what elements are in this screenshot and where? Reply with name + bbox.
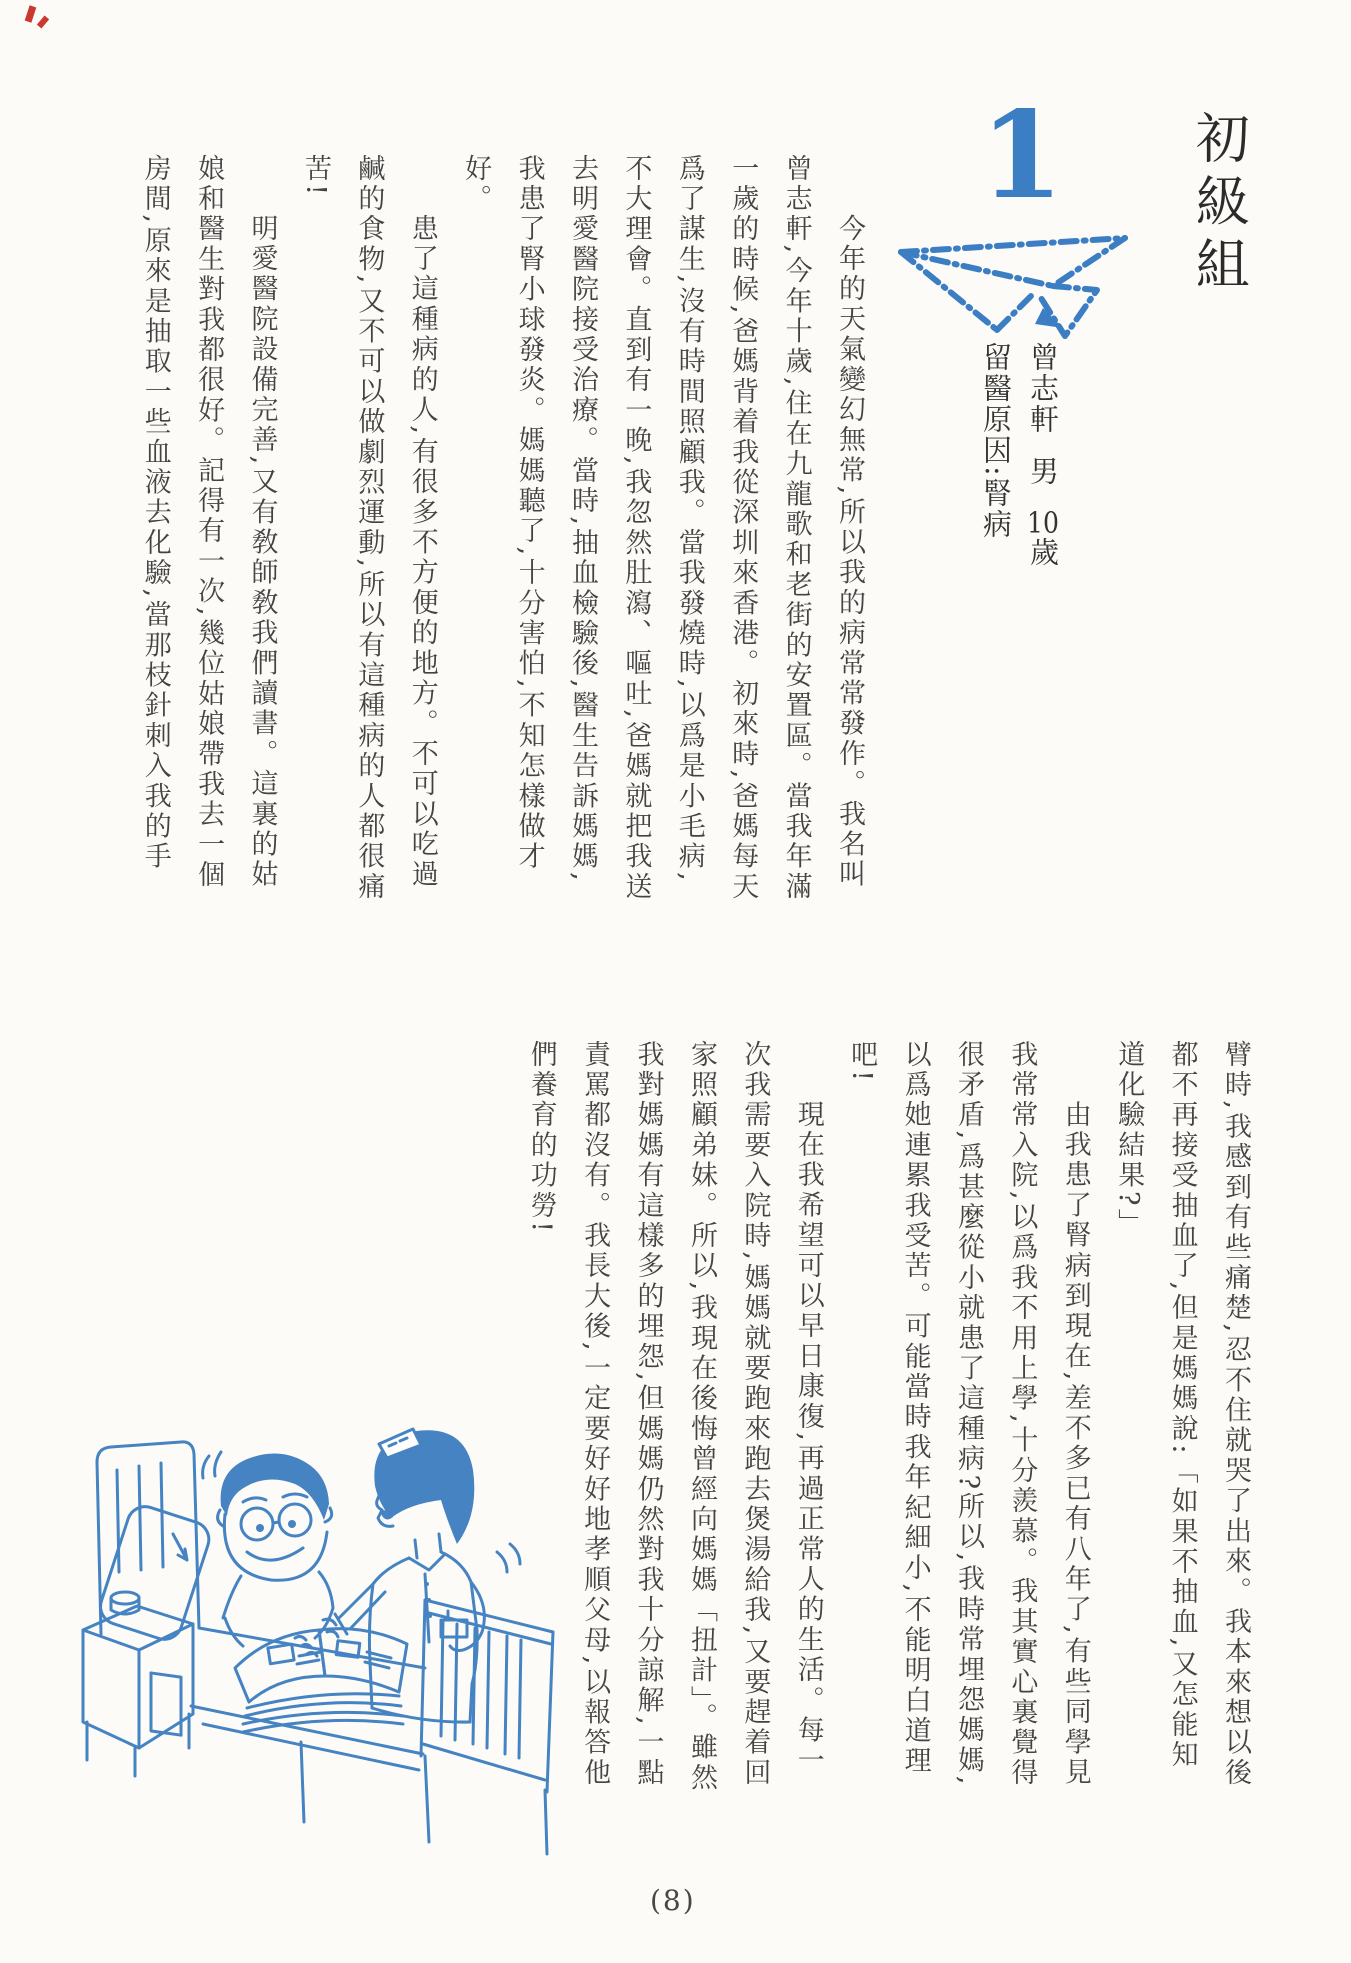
author-gender: 男 [1026,455,1060,487]
essay-paragraph: 由我患了腎病到現在,差不多已有八年了,有些同學見我常常入院,以爲我不用上學,十分羨慕。我其實心裏覺得很矛盾,爲甚麼從小就患了這種病?所以,我時常埋怨媽媽,以爲她連累我受苦。可能當時我年紀細小,不能明白道理吧! [846,1040,1091,1789]
paper-airplane-icon [893,228,1137,354]
red-scan-mark [25,5,37,22]
hospital-reason-value: 腎病 [979,477,1013,540]
entry-number: 1 [980,85,1064,226]
essay-paragraph: 明愛醫院設備完善,又有敎師敎我們讀書。這裏的姑娘和醫生對我都很好。記得有一次,幾位姑娘帶我去一個房間,原來是抽取一些血液去化驗,當那枝針刺入我的手 [139,154,278,891]
essay-band-lower [514,1040,1262,1798]
hospital-reason-label: 留醫原因: [979,342,1013,478]
section-title: 初級組 [1187,110,1251,299]
page-number: (8) [650,1884,696,1917]
essay-band-upper [128,154,876,912]
author-age-number: 10 [1027,507,1059,537]
author-age-unit: 歲 [1026,536,1060,568]
hospital-bed-illustration [73,1422,573,1867]
essay-paragraph: 臂時,我感到有些痛楚,忍不住就哭了出來。我本來想以後都不再接受抽血了,但是媽媽說:「如果不抽血,又怎能知道化驗結果?」 [1113,1040,1251,1789]
hospital-reason-line [972,342,1019,612]
essay-paragraph: 現在我希望可以早日康復,再過正常人的生活。每一次我需要入院時,媽媽就要跑來跑去煲湯給我,又要趕着回家照顧弟妹。所以,我現在後悔曾經向媽媽「扭計」。雖然我對媽媽有這樣多的埋怨,但媽媽仍然對我十分諒解,一點責罵都沒有。我長大後,一定要好好地孝順父母,以報答他們養育的功勞! [525,1040,824,1794]
author-line [1019,342,1066,612]
author-info [972,342,1066,612]
author-name: 曾志軒 [1026,342,1060,435]
essay-paragraph: 患了這種病的人,有很多不方便的地方。不可以吃過鹹的食物,又不可以做劇烈運動,所以有這種病的人都很痛苦! [299,154,438,903]
essay-paragraph: 今年的天氣變幻無常,所以我的病常常發作。我名叫曾志軒,今年十歲,住在九龍歌和老街的安置區。當我年滿一歲的時候,爸媽背着我從深圳來香港。初來時,爸媽每天爲了謀生,沒有時間照顧我。當我發燒時,以爲是小毛病,不大理會。直到有一晚,我忽然肚瀉、嘔吐,爸媽就把我送去明愛醫院接受治療。當時,抽血檢驗後,醫生告訴媽媽,我患了腎小球發炎。媽媽聽了,十分害怕,不知怎樣做才好。 [460,154,865,903]
red-scan-mark [37,15,49,28]
